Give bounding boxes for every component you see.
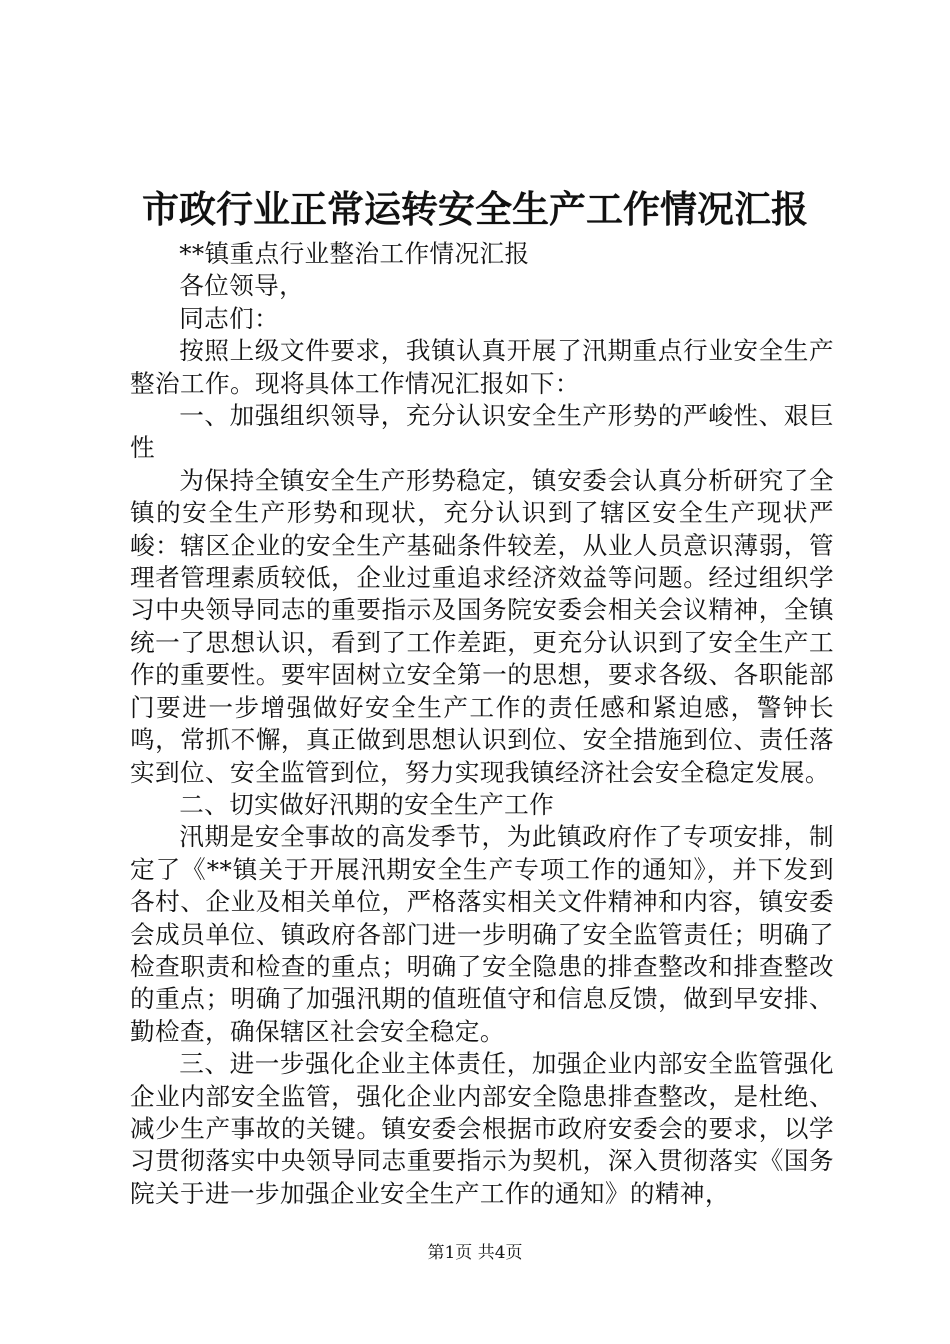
- paragraph-heading-line: **镇重点行业整治工作情况汇报: [179, 239, 530, 268]
- paragraph-section-2: 汛期是安全事故的高发季节，为此镇政府作了专项安排，制定了《**镇关于开展汛期安全生产专项工作的通知》，并下发到各村、企业及相关单位，严格落实相关文件精神和内容，镇安委会成员单位、镇政府各部门进一步明确了安全监管责任；明确了检查职责和检查的重点；明确了安全隐患的排查整改和排查整改的重点；明确了加强汛期的值班值守和信息反馈，做到早安排、勤检查，确保辖区社会安全稳定。: [130, 822, 834, 1046]
- document-title: 市政行业正常运转安全生产工作情况汇报: [142, 187, 808, 231]
- paragraph-salutation-comrades: 同志们：: [179, 303, 280, 333]
- paragraph-section-3: 三、进一步强化企业主体责任，加强企业内部安全监管强化企业内部安全监管，强化企业内部安全隐患排查整改，是杜绝、减少生产事故的关键。镇安委会根据市政府安委会的要求，以学习贯彻落实中央领导同志重要指示为契机，深入贯彻落实《国务院关于进一步加强企业安全生产工作的通知》的精神，: [130, 1049, 834, 1208]
- section-heading-1: 一、加强组织领导，充分认识安全生产形势的严峻性、艰巨性: [130, 401, 834, 463]
- page-number-footer: 第1页 共4页: [427, 1243, 523, 1263]
- paragraph-intro: 按照上级文件要求，我镇认真开展了汛期重点行业安全生产整治工作。现将具体工作情况汇报如下：: [130, 336, 834, 398]
- document-body: [130, 238, 834, 1210]
- section-heading-2: 二、切实做好汛期的安全生产工作: [179, 789, 555, 819]
- paragraph-salutation-leaders: 各位领导，: [179, 271, 305, 301]
- paragraph-section-1: 为保持全镇安全生产形势稳定，镇安委会认真分析研究了全镇的安全生产形势和现状，充分认识到了辖区安全生产现状严峻：辖区企业的安全生产基础条件较差，从业人员意识薄弱，管理者管理素质较低，企业过重追求经济效益等问题。经过组织学习中央领导同志的重要指示及国务院安委会相关会议精神，全镇统一了思想认识，看到了工作差距，更充分认识到了安全生产工作的重要性。要牢固树立安全第一的思想，要求各级、各职能部门要进一步增强做好安全生产工作的责任感和紧迫感，警钟长鸣，常抓不懈，真正做到思想认识到位、安全措施到位、责任落实到位、安全监管到位，努力实现我镇经济社会安全稳定发展。: [130, 465, 834, 787]
